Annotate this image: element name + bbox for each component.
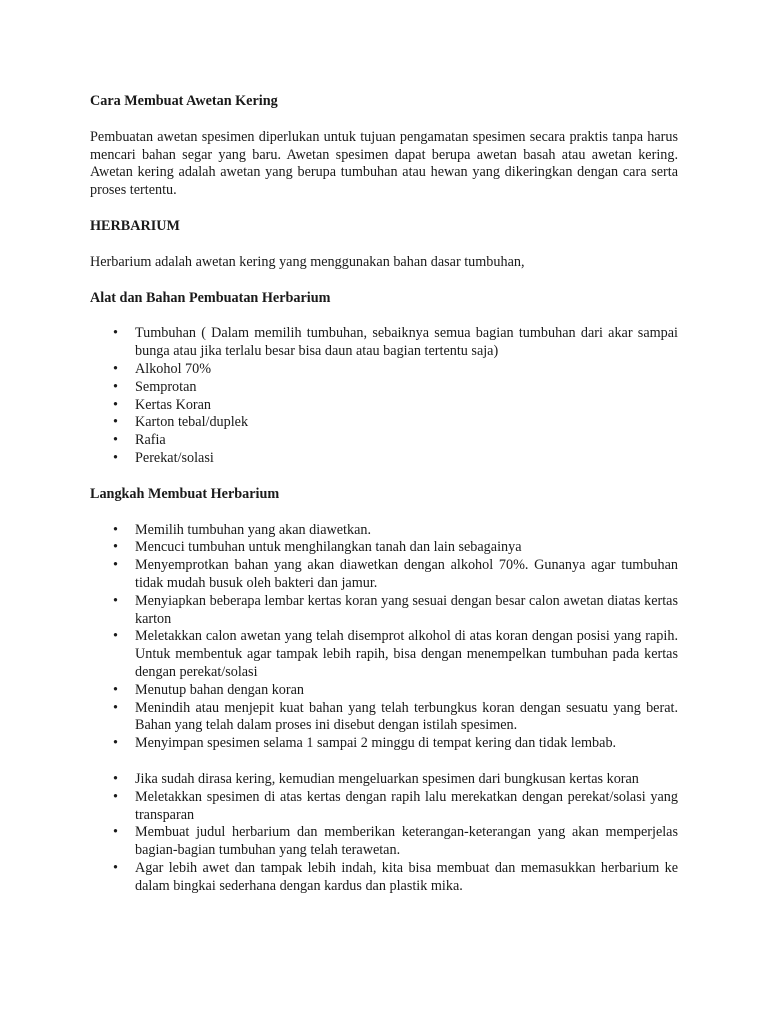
list-item: • Rafia <box>113 432 166 449</box>
bullet-icon: • <box>113 378 118 395</box>
bullet-icon: • <box>113 628 118 645</box>
bullet-icon: • <box>113 592 118 609</box>
bullet-icon: • <box>113 557 118 574</box>
list-item: • Jika sudah dirasa kering, kemudian mengeluarkan spesimen dari bungkusan kertas koran <box>113 770 639 787</box>
list-item: • Menyiapkan beberapa lembar kertas koran yang sesuai dengan besar calon awetan diatas kertas karton <box>113 592 678 627</box>
list-item: • Menyemprotkan bahan yang akan diawetkan dengan alkohol 70%. Gunanya agar tumbuhan tidak mudah busuk oleh bakteri dan jamur. <box>113 557 678 591</box>
list-item: • Menyimpan spesimen selama 1 sampai 2 minggu di tempat kering dan tidak lembab. <box>113 735 617 752</box>
list-item: • Mencuci tumbuhan untuk menghilangkan tanah dan lain sebagainya <box>113 539 522 556</box>
bullet-icon: • <box>113 770 118 787</box>
bullet-icon: • <box>113 681 118 698</box>
bullet-icon: • <box>113 859 118 876</box>
bullet-icon: • <box>113 432 118 449</box>
list-item: • Karton tebal/duplek <box>113 414 249 431</box>
langkah-list <box>90 522 678 753</box>
bullet-icon: • <box>113 414 118 431</box>
section-heading-alat-bahan: Alat dan Bahan Pembuatan Herbarium <box>90 289 331 306</box>
list-item: • Tumbuhan ( Dalam memilih tumbuhan, sebaiknya semua bagian tumbuhan dari akar sampai bunga atau jika terlalu besar bisa daun atau bagian tertentu saja) <box>113 325 678 360</box>
list-item: • Meletakkan spesimen di atas kertas dengan rapih lalu merekatkan dengan perekat/solasi yang transparan <box>113 788 678 823</box>
bullet-icon: • <box>113 699 118 716</box>
section-heading-langkah: Langkah Membuat Herbarium <box>90 485 280 502</box>
list-item: • Kertas Koran <box>113 396 212 413</box>
bullet-icon: • <box>113 521 118 538</box>
list-item: • Menindih atau menjepit kuat bahan yang telah terbungkus koran dengan sesuatu yang berat. Bahan yang telah dalam proses ini disebut dengan istilah spesimen. <box>113 699 678 734</box>
bullet-icon: • <box>113 788 118 805</box>
list-item: • Memilih tumbuhan yang akan diawetkan. <box>113 521 372 538</box>
document-body <box>90 93 678 895</box>
herbarium-definition: Herbarium adalah awetan kering yang menggunakan bahan dasar tumbuhan, <box>90 253 525 270</box>
list-item: • Alkohol 70% <box>113 360 212 377</box>
bullet-icon: • <box>113 325 118 342</box>
list-item: • Agar lebih awet dan tampak lebih indah, kita bisa membuat dan memasukkan herbarium ke dalam bingkai sederhana dengan kardus dan plastik mika. <box>113 859 678 894</box>
list-item: • Membuat judul herbarium dan memberikan keterangan-keterangan yang akan memperjelas bagian-bagian tumbuhan yang telah terawetan. <box>113 824 678 859</box>
list-item: • Meletakkan calon awetan yang telah disemprot alkohol di atas koran dengan posisi yang rapih. Untuk membentuk agar tampak lebih rapih, bisa dengan menempelkan tumbuhan pada kertas dengan perekat/solasi <box>113 628 678 680</box>
section-heading-herbarium: HERBARIUM <box>90 217 180 234</box>
list-item: • Menutup bahan dengan koran <box>113 681 305 698</box>
bullet-icon: • <box>113 824 118 841</box>
bullet-icon: • <box>113 396 118 413</box>
intro-paragraph: Pembuatan awetan spesimen diperlukan untuk tujuan pengamatan spesimen secara praktis tanpa harus mencari bahan segar yang baru. Awetan spesimen dapat berupa awetan basah atau awetan kering. Awetan kering adalah awetan yang berupa tumbuhan atau hewan yang dikeringkan dengan cara serta proses tertentu. <box>90 128 678 199</box>
document-title: Cara Membuat Awetan Kering <box>90 93 278 109</box>
bullet-icon: • <box>113 735 118 752</box>
bullet-icon: • <box>113 449 118 466</box>
langkah-list-continued <box>90 771 678 896</box>
list-item: • Semprotan <box>113 378 197 395</box>
list-item: • Perekat/solasi <box>113 449 214 466</box>
bullet-icon: • <box>113 360 118 377</box>
bullet-icon: • <box>113 539 118 556</box>
alat-bahan-list <box>90 325 678 467</box>
